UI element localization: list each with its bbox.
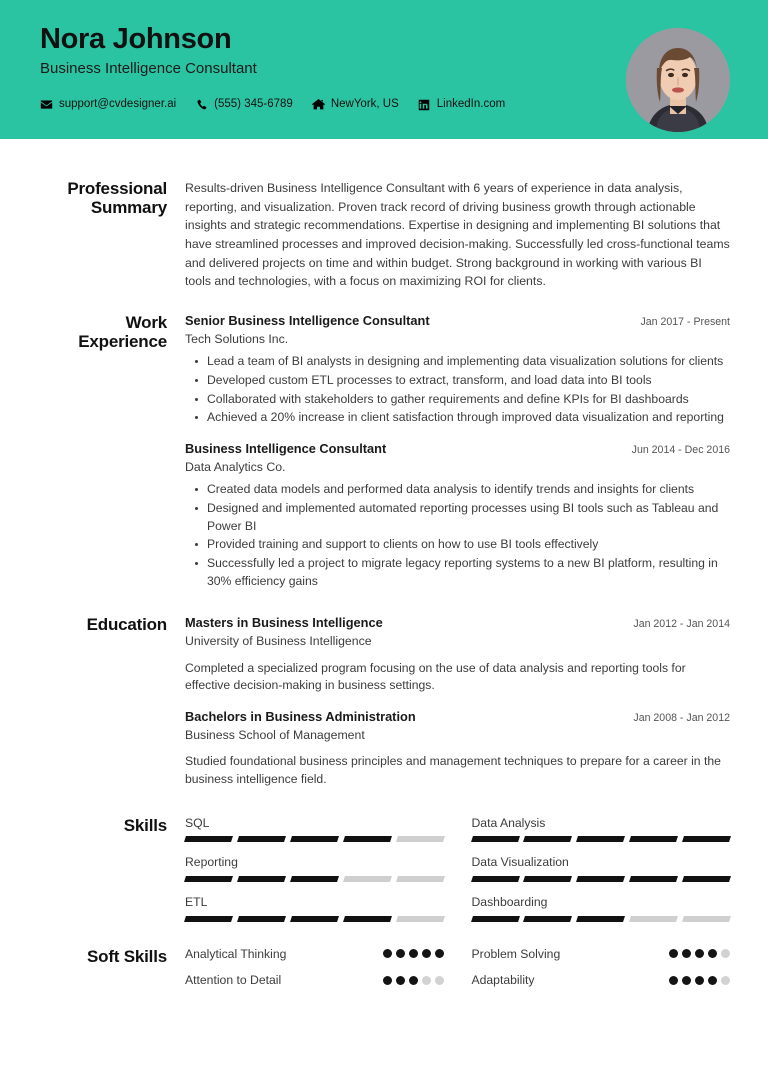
- skill-bar-segment: [343, 876, 392, 882]
- soft-skill-name: Analytical Thinking: [185, 946, 287, 961]
- soft-skill-name: Adaptability: [471, 973, 535, 988]
- entry-date: Jan 2012 - Jan 2014: [633, 618, 730, 631]
- skill-item: [185, 816, 444, 843]
- education-entry-list: [185, 615, 730, 788]
- skill-item: [472, 855, 731, 882]
- entry-header: [185, 313, 730, 330]
- skill-bar-segment: [237, 876, 286, 882]
- skill-item: [185, 895, 444, 922]
- soft-skill-rating: [669, 976, 730, 985]
- rating-dot: [669, 949, 678, 958]
- entry-description: Completed a specialized program focusing on the use of data analysis and reporting tools for effective decision-making in business settings.: [185, 660, 686, 693]
- entry-organization: Tech Solutions Inc.: [185, 331, 289, 346]
- entry-bullet: Developed custom ETL processes to extract, transform, and load data into BI tools: [207, 372, 730, 390]
- skill-item: [185, 855, 444, 882]
- entry-date: Jan 2008 - Jan 2012: [633, 712, 730, 725]
- contact-phone-label: (555) 345-6789: [214, 98, 293, 111]
- skill-bar-segment: [290, 916, 339, 922]
- skill-bar-segment: [237, 916, 286, 922]
- contact-email[interactable]: [40, 98, 176, 111]
- section-label-skills: Skills: [123, 815, 167, 835]
- skill-bar-segment: [396, 916, 445, 922]
- envelope-icon: [40, 98, 53, 111]
- rating-dot: [695, 949, 704, 958]
- entry-title: Business Intelligence Consultant: [185, 441, 387, 457]
- soft-skill-rating: [669, 949, 730, 958]
- resume-entry: [185, 615, 730, 695]
- rating-dot: [695, 976, 704, 985]
- entry-bullet: Achieved a 20% increase in client satisfaction through improved data visualization and reporting: [207, 409, 730, 427]
- soft-skill-item: [185, 973, 444, 988]
- rating-dot: [383, 976, 392, 985]
- skill-bar-segment: [523, 836, 572, 842]
- section-label-summary: Professional Summary: [67, 179, 167, 218]
- entry-date: Jan 2017 - Present: [640, 316, 730, 329]
- contact-phone[interactable]: [195, 98, 293, 111]
- skill-bar-segment: [471, 876, 520, 882]
- resume-body: [0, 139, 768, 988]
- skill-level-bar: [472, 916, 731, 922]
- rating-dot: [669, 976, 678, 985]
- contact-location-label: NewYork, US: [330, 98, 399, 111]
- skill-bar-segment: [629, 916, 678, 922]
- skill-level-bar: [472, 836, 731, 842]
- soft-skill-rating: [383, 949, 444, 958]
- avatar: [626, 28, 730, 132]
- skill-bar-segment: [629, 836, 678, 842]
- skill-bar-segment: [343, 916, 392, 922]
- entry-bullet: Provided training and support to clients on how to use BI tools effectively: [207, 536, 730, 554]
- rating-dot: [422, 976, 431, 985]
- skill-bar-segment: [290, 876, 339, 882]
- skill-bar-segment: [682, 916, 731, 922]
- soft-skills-grid: [185, 947, 730, 988]
- entry-header: [185, 441, 730, 458]
- rating-dot: [383, 949, 392, 958]
- rating-dot: [682, 976, 691, 985]
- rating-dot: [422, 949, 431, 958]
- section-work-experience: [40, 291, 730, 591]
- skill-name: Reporting: [185, 855, 238, 870]
- rating-dot: [708, 976, 717, 985]
- skill-name: Dashboarding: [471, 894, 548, 909]
- rating-dot: [721, 976, 730, 985]
- skill-bar-segment: [576, 916, 625, 922]
- rating-dot: [396, 949, 405, 958]
- skill-item: [472, 895, 731, 922]
- header-identity-block: [40, 22, 505, 111]
- skill-bar-segment: [523, 876, 572, 882]
- skill-bar-segment: [523, 916, 572, 922]
- skill-bar-segment: [471, 916, 520, 922]
- skill-level-bar: [185, 916, 444, 922]
- entry-date: Jun 2014 - Dec 2016: [631, 444, 730, 457]
- entry-header: [185, 615, 730, 632]
- section-label-work: Work Experience: [78, 313, 167, 352]
- skill-bar-segment: [184, 916, 233, 922]
- skill-bar-segment: [682, 836, 731, 842]
- skill-level-bar: [185, 836, 444, 842]
- skills-grid: [185, 816, 730, 922]
- section-education: [40, 591, 730, 788]
- entry-title: Bachelors in Business Administration: [185, 709, 416, 725]
- section-soft-skills: [40, 922, 730, 988]
- entry-organization: University of Business Intelligence: [185, 634, 372, 649]
- soft-skill-item: [472, 973, 731, 988]
- skill-bar-segment: [576, 876, 625, 882]
- skill-bar-segment: [184, 876, 233, 882]
- skill-item: [472, 816, 731, 843]
- section-professional-summary: [40, 139, 730, 291]
- skill-name: Data Visualization: [471, 855, 569, 870]
- skill-bar-segment: [682, 876, 731, 882]
- phone-icon: [195, 98, 208, 111]
- skill-bar-segment: [629, 876, 678, 882]
- resume-header: [0, 0, 768, 139]
- skill-bar-segment: [343, 836, 392, 842]
- entry-bullet: Created data models and performed data analysis to identify trends and insights for clients: [207, 481, 730, 499]
- skill-name: SQL: [185, 815, 210, 830]
- entry-bullet-list: [185, 353, 730, 427]
- skill-bar-segment: [576, 836, 625, 842]
- entry-organization: Business School of Management: [185, 727, 365, 742]
- skill-name: ETL: [185, 894, 208, 909]
- resume-entry: [185, 709, 730, 789]
- entry-bullet: Collaborated with stakeholders to gather requirements and define KPIs for BI dashboards: [207, 391, 730, 409]
- soft-skill-item: [472, 947, 731, 962]
- rating-dot: [708, 949, 717, 958]
- entry-bullet-list: [185, 481, 730, 590]
- resume-entry: [185, 441, 730, 590]
- work-entry-list: [185, 313, 730, 591]
- skill-bar-segment: [184, 836, 233, 842]
- entry-title: Senior Business Intelligence Consultant: [185, 313, 430, 329]
- rating-dot: [396, 976, 405, 985]
- skill-level-bar: [472, 876, 731, 882]
- skill-bar-segment: [237, 836, 286, 842]
- section-label-education: Education: [86, 615, 167, 635]
- contact-location[interactable]: [312, 98, 399, 111]
- section-label-soft-skills: Soft Skills: [87, 946, 167, 966]
- section-skills: [40, 789, 730, 922]
- soft-skill-name: Attention to Detail: [185, 973, 282, 988]
- entry-description: Studied foundational business principles and management techniques to prepare for a career in the business intelligence field.: [185, 754, 721, 786]
- contact-email-label: support@cvdesigner.ai: [59, 98, 177, 111]
- soft-skill-rating: [383, 976, 444, 985]
- rating-dot: [409, 976, 418, 985]
- entry-header: [185, 709, 730, 726]
- rating-dot: [435, 976, 444, 985]
- skill-bar-segment: [396, 876, 445, 882]
- contact-linkedin-label: LinkedIn.com: [436, 98, 506, 111]
- entry-bullet: Designed and implemented automated reporting processes using BI tools such as Tableau and Power BI: [207, 500, 730, 535]
- contact-linkedin[interactable]: [418, 98, 505, 111]
- soft-skill-item: [185, 947, 444, 962]
- home-icon: [312, 98, 325, 111]
- resume-entry: [185, 313, 730, 427]
- skill-bar-segment: [396, 836, 445, 842]
- summary-text: Results-driven Business Intelligence Consultant with 6 years of experience in data analysis, reporting, and visualization. Proven track record of driving business growth through actionable insights and strategic recommendations. Expertise in designing and implementing BI solutions that have streamlined processes and improved decision-making. Successfully led cross-functional teams and delivered projects on time and within budget. Strong background in working with various BI tools and technologies, with a focus on maximizing ROI for clients.: [185, 181, 730, 289]
- skill-bar-segment: [290, 836, 339, 842]
- candidate-job-title: Business Intelligence Consultant: [40, 60, 257, 78]
- entry-bullet: Lead a team of BI analysts in designing and implementing data visualization solutions for clients: [207, 353, 730, 371]
- soft-skill-name: Problem Solving: [471, 946, 561, 961]
- rating-dot: [435, 949, 444, 958]
- entry-bullet: Successfully led a project to migrate legacy reporting systems to a new BI platform, resulting in 30% efficiency gains: [207, 555, 730, 590]
- skill-level-bar: [185, 876, 444, 882]
- contact-list: [40, 98, 505, 111]
- skill-name: Data Analysis: [471, 815, 546, 830]
- entry-organization: Data Analytics Co.: [185, 459, 286, 474]
- rating-dot: [409, 949, 418, 958]
- skill-bar-segment: [471, 836, 520, 842]
- rating-dot: [721, 949, 730, 958]
- candidate-name: Nora Johnson: [40, 23, 232, 55]
- linkedin-icon: [418, 98, 431, 111]
- rating-dot: [682, 949, 691, 958]
- entry-title: Masters in Business Intelligence: [185, 615, 383, 631]
